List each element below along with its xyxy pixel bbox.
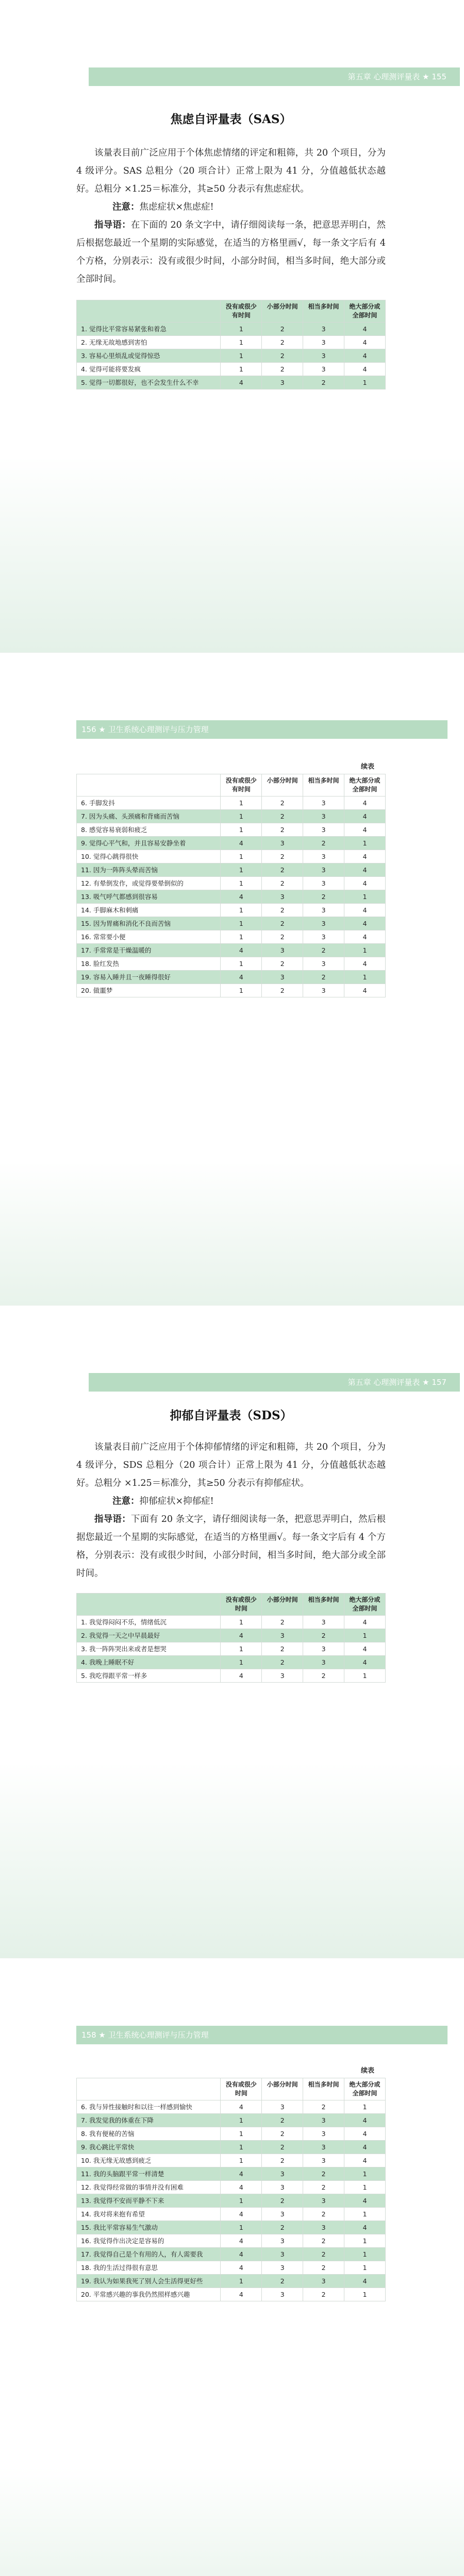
note-label: 注意： [112,202,140,212]
score-cell[interactable]: 2 [303,2288,344,2301]
item-text: 18. 脸红发热 [77,957,221,971]
table-row [77,2208,386,2221]
item-text: 19. 我认为如果我死了别人会生活得更好些 [77,2275,221,2288]
score-cell[interactable]: 2 [262,863,303,877]
page-155 [0,0,464,653]
score-cell[interactable]: 4 [344,930,386,944]
table-row [77,336,386,349]
table-row [77,2221,386,2234]
item-text: 6. 手脚发抖 [77,796,221,810]
score-cell[interactable]: 1 [344,2261,386,2275]
sas-intro: 该量表目前广泛应用于个体焦虑情绪的评定和粗筛，共 20 个项目，分为 4 级评分。SAS 总粗分（20 项合计）正常上限为 41 分，分值越低状态越好。总粗分 ×1.25＝标准分，其≥50 分表示有焦虑症状。 [76,148,386,194]
item-text: 2. 无缘无故地感到害怕 [77,336,221,349]
item-text: 10. 我无缘无故感到疲乏 [77,2154,221,2167]
score-cell[interactable]: 2 [262,363,303,376]
score-cell[interactable]: 2 [303,2248,344,2261]
score-cell[interactable]: 1 [221,1642,262,1656]
item-text: 7. 我发觉我的体重在下降 [77,2114,221,2127]
score-cell[interactable]: 4 [221,971,262,984]
table-row [77,349,386,363]
table-row [77,323,386,336]
score-cell[interactable]: 2 [262,877,303,890]
score-cell[interactable]: 1 [221,984,262,997]
score-cell[interactable]: 4 [221,2167,262,2181]
item-text: 5. 我吃得跟平常一样多 [77,1669,221,1683]
table-row [77,2194,386,2208]
page-157 [0,1306,464,1958]
score-cell[interactable]: 1 [221,336,262,349]
table-row [77,1629,386,1642]
table-row [77,957,386,971]
item-text: 9. 觉得心平气和，并且容易安静坐着 [77,837,221,850]
table-row [77,2167,386,2181]
item-text: 1. 我觉得闷闷不乐，情绪低沉 [77,1616,221,1629]
score-cell[interactable]: 2 [262,1656,303,1669]
item-text: 19. 容易入睡并且一夜睡得很好 [77,971,221,984]
score-cell[interactable]: 4 [344,2275,386,2288]
table-row [77,1669,386,1683]
table-row [77,376,386,389]
score-cell[interactable]: 3 [303,349,344,363]
sas-table-a [76,300,386,389]
score-cell[interactable]: 3 [303,323,344,336]
table-row [77,2127,386,2141]
table-row [77,890,386,904]
continued-label: 续表 [360,763,374,771]
table-row [77,2248,386,2261]
score-cell[interactable]: 3 [262,837,303,850]
score-cell[interactable]: 2 [262,1616,303,1629]
sds-table-b [76,2078,386,2301]
table-row [77,2100,386,2114]
running-header [89,1373,460,1392]
score-cell[interactable]: 3 [303,336,344,349]
score-cell[interactable]: 3 [303,796,344,810]
note-label: 注意： [112,1496,140,1506]
table-row [77,2154,386,2167]
score-cell[interactable]: 1 [221,363,262,376]
item-text: 16. 常常要小便 [77,930,221,944]
score-cell[interactable]: 4 [344,823,386,837]
table-row [77,944,386,957]
score-cell[interactable]: 1 [344,2208,386,2221]
sas-title: 焦虑自评量表（SAS） [170,112,292,126]
score-cell[interactable]: 4 [344,1642,386,1656]
table-row [77,984,386,997]
header-separator: ★ [422,1378,432,1387]
score-cell[interactable]: 1 [221,877,262,890]
score-cell[interactable]: 3 [303,1616,344,1629]
score-cell[interactable]: 2 [262,984,303,997]
score-cell[interactable]: 2 [262,930,303,944]
score-cell[interactable]: 1 [221,2194,262,2208]
page-number: 158 [81,2030,96,2040]
score-cell[interactable]: 4 [344,1616,386,1629]
table-row [77,850,386,863]
score-cell[interactable]: 3 [303,2275,344,2288]
score-cell[interactable]: 3 [262,2181,303,2194]
score-cell[interactable]: 4 [344,2114,386,2127]
table-row [77,917,386,930]
sds-table-a [76,1593,386,1683]
score-cell[interactable]: 3 [262,2248,303,2261]
table-row [77,823,386,837]
score-cell[interactable]: 1 [344,2100,386,2114]
item-text: 15. 因为胃痛和消化不良而苦恼 [77,917,221,930]
score-cell[interactable]: 4 [344,2141,386,2154]
score-cell[interactable]: 4 [344,1656,386,1669]
score-cell[interactable]: 4 [344,796,386,810]
item-text: 2. 我觉得一天之中早晨最好 [77,1629,221,1642]
score-cell[interactable]: 1 [344,971,386,984]
score-cell[interactable]: 4 [344,904,386,917]
score-cell[interactable]: 4 [344,336,386,349]
score-cell[interactable]: 1 [344,2288,386,2301]
score-cell[interactable]: 4 [221,2181,262,2194]
score-cell[interactable]: 4 [344,2127,386,2141]
score-cell[interactable]: 3 [303,917,344,930]
item-text: 8. 感觉容易衰弱和疲乏 [77,823,221,837]
score-cell[interactable]: 3 [303,957,344,971]
item-text: 20. 平常感兴趣的事我仍然照样感兴趣 [77,2288,221,2301]
item-text: 16. 我觉得作出决定是容易的 [77,2234,221,2248]
score-cell[interactable]: 1 [221,930,262,944]
score-cell[interactable]: 2 [303,2208,344,2221]
item-text: 13. 吸气呼气都感到很容易 [77,890,221,904]
score-cell[interactable]: 1 [221,2154,262,2167]
score-cell[interactable]: 2 [262,2194,303,2208]
item-text: 13. 我觉得不安而平静不下来 [77,2194,221,2208]
sas-note [76,198,386,216]
score-cell[interactable]: 2 [262,904,303,917]
item-text: 12. 我觉得经常做的事情并没有困难 [77,2181,221,2194]
score-cell[interactable]: 1 [221,823,262,837]
header-separator: ★ [422,72,432,81]
score-cell[interactable]: 1 [221,2221,262,2234]
score-cell[interactable]: 2 [303,376,344,389]
score-cell[interactable]: 2 [262,323,303,336]
score-cell[interactable]: 2 [262,810,303,823]
score-cell[interactable]: 3 [303,2154,344,2167]
score-cell[interactable]: 4 [344,323,386,336]
score-cell[interactable]: 2 [262,1642,303,1656]
table-row [77,810,386,823]
table-row [77,2234,386,2248]
score-cell[interactable]: 4 [344,2194,386,2208]
table-row [77,2275,386,2288]
sds-intro: 该量表目前广泛应用于个体抑郁情绪的评定和粗筛，共 20 个项目，分为 4 级评分，SDS 总粗分（20 项合计）正常上限为 41 分，分值越低状态越好。总粗分 ×1.25＝标准分，其≥50 分表示有抑郁症状。 [76,1442,386,1488]
table-row [77,2261,386,2275]
score-cell[interactable]: 4 [344,363,386,376]
score-cell[interactable]: 1 [221,2114,262,2127]
score-cell[interactable]: 1 [344,890,386,904]
score-cell[interactable]: 2 [303,1629,344,1642]
score-cell[interactable]: 4 [221,2100,262,2114]
table-row [77,837,386,850]
table-row [77,877,386,890]
table-header-row: 没有或很少有时间 小部分时间 相当多时间 绝大部分或全部时间 [77,300,386,323]
guide-text: 下面有 20 条文字，请仔细阅读每一条，把意思弄明白，然后根据您最近一个星期的实际感觉，在适当的方格里画√。每一条文字后有 4 个方格，分别表示：没有或很少时间，小部分时间，相当多时间，绝大部分或全部时间。 [76,1514,386,1579]
table-row [77,2114,386,2127]
score-cell[interactable]: 4 [344,2154,386,2167]
score-cell[interactable]: 1 [344,944,386,957]
score-cell[interactable]: 1 [221,2127,262,2141]
score-cell[interactable]: 3 [303,2221,344,2234]
score-cell[interactable]: 2 [262,850,303,863]
table-row [77,904,386,917]
score-cell[interactable]: 3 [303,810,344,823]
table-row [77,1656,386,1669]
score-cell[interactable]: 2 [262,957,303,971]
score-cell[interactable]: 3 [303,2127,344,2141]
score-cell[interactable]: 2 [303,2181,344,2194]
score-cell[interactable]: 4 [344,810,386,823]
running-header [76,720,448,739]
table-row [77,863,386,877]
score-cell[interactable]: 3 [303,877,344,890]
item-text: 14. 我对将来抱有希望 [77,2208,221,2221]
score-cell[interactable]: 1 [221,957,262,971]
score-cell[interactable]: 3 [262,2234,303,2248]
score-cell[interactable]: 4 [221,944,262,957]
item-text: 11. 因为一阵阵头晕而苦恼 [77,863,221,877]
score-cell[interactable]: 2 [262,2221,303,2234]
table-row [77,971,386,984]
score-cell[interactable]: 3 [262,376,303,389]
header-text: 第五章 心理测评量表 [347,1378,420,1387]
item-text: 5. 觉得一切都很好，也不会发生什么不幸 [77,376,221,389]
score-cell[interactable]: 4 [221,2234,262,2248]
table-row [77,2181,386,2194]
score-cell[interactable]: 3 [262,944,303,957]
item-text: 4. 我晚上睡眠不好 [77,1656,221,1669]
header-text: 卫生系统心理测评与压力管理 [108,725,209,734]
score-cell[interactable]: 1 [221,810,262,823]
score-cell[interactable]: 1 [221,1616,262,1629]
score-cell[interactable]: 2 [303,1669,344,1683]
score-cell[interactable]: 1 [344,376,386,389]
item-text: 1. 觉得比平常容易紧张和着急 [77,323,221,336]
score-cell[interactable]: 3 [262,2288,303,2301]
sas-guide [76,216,386,289]
item-text: 6. 我与异性接触时和以往一样感到愉快 [77,2100,221,2114]
score-cell[interactable]: 2 [262,2127,303,2141]
item-text: 7. 因为头痛、头颈痛和背痛而苦恼 [77,810,221,823]
item-text: 4. 觉得可能将要发疯 [77,363,221,376]
score-cell[interactable]: 1 [221,904,262,917]
table-row [77,363,386,376]
item-text: 17. 我觉得自己是个有用的人，有人需要我 [77,2248,221,2261]
item-text: 20. 做噩梦 [77,984,221,997]
score-cell[interactable]: 1 [221,323,262,336]
score-cell[interactable]: 2 [303,2100,344,2114]
score-cell[interactable]: 4 [344,850,386,863]
score-cell[interactable]: 1 [344,837,386,850]
score-cell[interactable]: 4 [221,2261,262,2275]
page-number: 155 [432,72,446,81]
score-cell[interactable]: 4 [221,1669,262,1683]
header-separator: ★ [98,2030,108,2040]
score-cell[interactable]: 3 [262,2100,303,2114]
score-cell[interactable]: 4 [344,957,386,971]
score-cell[interactable]: 4 [221,376,262,389]
score-cell[interactable]: 3 [262,1669,303,1683]
note-text: 焦虑症状×焦虑症! [139,202,214,212]
score-cell[interactable]: 4 [221,2208,262,2221]
score-cell[interactable]: 2 [303,2234,344,2248]
item-text: 3. 我一阵阵哭出来或者是想哭 [77,1642,221,1656]
score-cell[interactable]: 2 [262,2114,303,2127]
page-number: 156 [81,725,96,734]
header-separator: ★ [98,725,108,734]
score-cell[interactable]: 3 [303,1656,344,1669]
guide-label: 指导语： [94,220,131,230]
score-cell[interactable]: 1 [221,1656,262,1669]
item-text: 15. 我比平常容易生气激动 [77,2221,221,2234]
score-cell[interactable]: 3 [303,984,344,997]
score-cell[interactable]: 2 [262,796,303,810]
score-cell[interactable]: 2 [262,917,303,930]
item-text: 10. 觉得心跳得很快 [77,850,221,863]
score-cell[interactable]: 2 [303,2167,344,2181]
score-cell[interactable]: 3 [303,904,344,917]
score-cell[interactable]: 1 [344,2167,386,2181]
table-row [77,796,386,810]
score-cell[interactable]: 3 [303,850,344,863]
header-text: 第五章 心理测评量表 [347,72,420,81]
score-cell[interactable]: 2 [262,349,303,363]
score-cell[interactable]: 4 [221,837,262,850]
score-cell[interactable]: 2 [303,890,344,904]
score-cell[interactable]: 2 [262,2141,303,2154]
score-cell[interactable]: 1 [344,1669,386,1683]
score-cell[interactable]: 2 [303,944,344,957]
table-header-row: 没有或很少有时间 小部分时间 相当多时间 绝大部分或全部时间 [77,774,386,796]
score-cell[interactable]: 3 [303,863,344,877]
score-cell[interactable]: 3 [262,2208,303,2221]
item-text: 8. 我有便秘的苦恼 [77,2127,221,2141]
score-cell[interactable]: 1 [344,2248,386,2261]
table-row [77,2288,386,2301]
score-cell[interactable]: 1 [344,1629,386,1642]
score-cell[interactable]: 3 [262,1629,303,1642]
score-cell[interactable]: 4 [221,2288,262,2301]
score-cell[interactable]: 3 [303,2141,344,2154]
table-header-row: 没有或很少时间 小部分时间 相当多时间 绝大部分或全部时间 [77,1594,386,1616]
score-cell[interactable]: 1 [221,2275,262,2288]
score-cell[interactable]: 2 [303,971,344,984]
score-cell[interactable]: 1 [221,349,262,363]
score-cell[interactable]: 4 [221,890,262,904]
score-cell[interactable]: 4 [344,877,386,890]
running-header [89,67,460,86]
score-cell[interactable]: 4 [344,917,386,930]
score-cell[interactable]: 3 [262,890,303,904]
score-cell[interactable]: 3 [303,2114,344,2127]
table-header-row: 没有或很少时间 小部分时间 相当多时间 绝大部分或全部时间 [77,2078,386,2100]
score-cell[interactable]: 2 [262,2154,303,2167]
score-cell[interactable]: 4 [221,2248,262,2261]
score-cell[interactable]: 4 [221,1629,262,1642]
guide-text: 在下面的 20 条文字中，请仔细阅读每一条，把意思弄明白，然后根据您最近一个星期的实际感觉，在适当的方格里画√，每一条文字后有 4 个方格，分别表示：没有或很少时间，小部分时间，相当多时间，绝大部分或全部时间。 [76,220,386,284]
score-cell[interactable]: 3 [303,930,344,944]
table-row [77,1642,386,1656]
sds-title: 抑郁自评量表（SDS） [170,1409,292,1422]
page-156 [0,653,464,1306]
score-cell[interactable]: 4 [344,349,386,363]
score-cell[interactable]: 1 [344,2234,386,2248]
guide-label: 指导语： [94,1514,131,1524]
sds-note [76,1493,386,1511]
item-text: 12. 有晕倒发作，或觉得要晕倒似的 [77,877,221,890]
score-cell[interactable]: 4 [344,984,386,997]
running-header [76,2026,448,2044]
score-cell[interactable]: 1 [221,863,262,877]
score-cell[interactable]: 1 [221,850,262,863]
sas-table-b [76,774,386,997]
score-cell[interactable]: 4 [344,863,386,877]
sds-guide [76,1511,386,1583]
score-cell[interactable]: 2 [262,336,303,349]
continued-label: 续表 [360,2067,374,2075]
item-text: 3. 容易心里烦乱或觉得惊恐 [77,349,221,363]
score-cell[interactable]: 3 [262,2261,303,2275]
page-number: 157 [432,1378,446,1387]
item-text: 11. 我的头脑跟平常一样清楚 [77,2167,221,2181]
score-cell[interactable]: 1 [221,796,262,810]
note-text: 抑郁症状×抑郁症! [139,1496,214,1506]
score-cell[interactable]: 3 [303,363,344,376]
score-cell[interactable]: 3 [262,971,303,984]
score-cell[interactable]: 3 [303,2194,344,2208]
score-cell[interactable]: 2 [303,2261,344,2275]
table-row [77,2141,386,2154]
score-cell[interactable]: 2 [303,837,344,850]
score-cell[interactable]: 1 [344,2181,386,2194]
item-text: 14. 手脚麻木和刺痛 [77,904,221,917]
item-text: 9. 我心跳比平常快 [77,2141,221,2154]
score-cell[interactable]: 2 [262,2275,303,2288]
table-row [77,930,386,944]
score-cell[interactable]: 3 [303,823,344,837]
header-text: 卫生系统心理测评与压力管理 [108,2030,209,2040]
score-cell[interactable]: 3 [303,1642,344,1656]
score-cell[interactable]: 2 [262,823,303,837]
item-text: 17. 手常常是干燥温暖的 [77,944,221,957]
score-cell[interactable]: 4 [344,2221,386,2234]
item-text: 18. 我的生活过得很有意思 [77,2261,221,2275]
score-cell[interactable]: 3 [262,2167,303,2181]
table-row [77,1616,386,1629]
score-cell[interactable]: 1 [221,2141,262,2154]
score-cell[interactable]: 1 [221,917,262,930]
page-158 [0,1958,464,2576]
